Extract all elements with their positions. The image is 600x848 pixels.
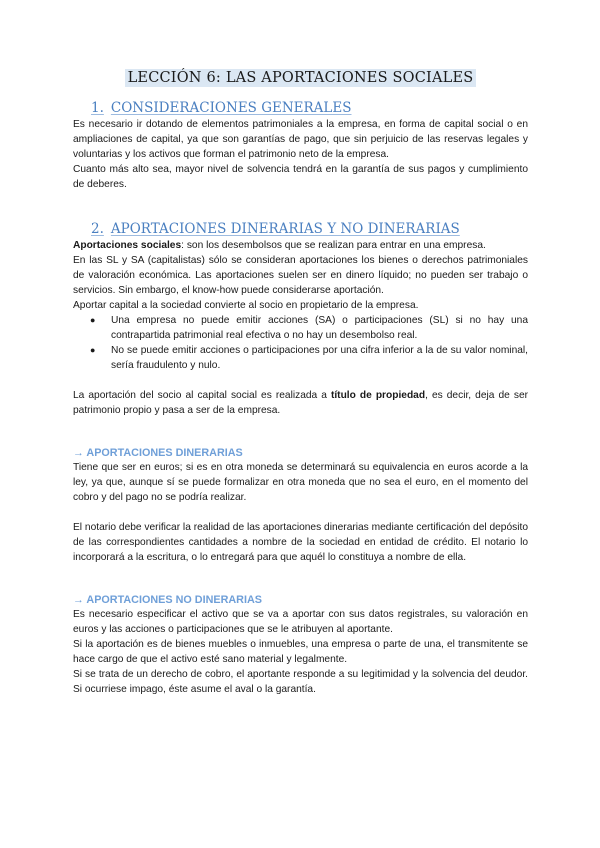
definition-text: : son los desembolsos que se realizan para entrar en una empresa. — [181, 240, 486, 251]
section-2-paragraph-2: Aportar capital a la sociedad convierte al socio en propietario de la empresa. — [73, 300, 419, 311]
section-2-paragraph-1: En las SL y SA (capitalistas) sólo se consideran aportaciones los bienes o derechos patrimoniales de valoración económica. Las aportaciones suelen ser en dinero líquido; no pueden ser trabajo o servicios. Sin embargo, el know-how puede considerarse aportación. — [73, 255, 528, 296]
no-dinerarias-paragraph-3: Si se trata de un derecho de cobro, el aportante responde a su legitimidad y la solvencia del deudor. Si ocurriese impago, éste asume el aval o la garantía. — [73, 669, 528, 695]
dinerarias-paragraph-1: Tiene que ser en euros; si es en otra moneda se determinará su equivalencia en euros acorde a la ley, ya que, aunque sí se puede formalizar en otra moneda que no sea el euro, en el momento del cobro y del pago no se podría realizar. — [73, 462, 528, 503]
section-1-heading — [91, 100, 528, 116]
no-dinerarias-paragraph-2: Si la aportación es de bienes muebles o inmuebles, una empresa o parte de una, el transmitente se hace cargo de que el activo esté sano material y legalmente. — [73, 639, 528, 665]
dinerarias-heading: → APORTACIONES DINERARIAS — [73, 447, 243, 459]
list-item-text: No se puede emitir acciones o participaciones por una cifra inferior a la de su valor nominal, sería fraudulento y nulo. — [111, 345, 528, 371]
list-item — [90, 313, 528, 343]
p3-before: La aportación del socio al capital social es realizada a — [73, 390, 331, 401]
document-body — [73, 70, 528, 697]
section-1-paragraph-2: Cuanto más alto sea, mayor nivel de solvencia tendrá en la garantía de sus pagos y cumplimiento de deberes. — [73, 164, 528, 190]
bullet-list — [73, 313, 528, 373]
list-item-text: Una empresa no puede emitir acciones (SA) o participaciones (SL) si no hay una contrapartida patrimonial real efectiva o no hay un desembolso real. — [111, 315, 528, 341]
section-2-paragraph-3 — [73, 388, 528, 418]
dinerarias-paragraph-2: El notario debe verificar la realidad de las aportaciones dinerarias mediante certificación del depósito de las correspondientes cantidades a nombre de la sociedad en entidad de crédito. El notario lo incorporará a la escritura, o lo entregará para que aquél lo constituya a nombre de ella. — [73, 522, 528, 563]
section-1-title: CONSIDERACIONES GENERALES — [110, 100, 352, 116]
no-dinerarias-paragraph-1: Es necesario especificar el activo que se va a aportar con sus datos registrales, su valoración en euros y las acciones o participaciones que se le atribuyen al aportante. — [73, 609, 528, 635]
no-dinerarias-heading: → APORTACIONES NO DINERARIAS — [73, 594, 262, 606]
bullet-icon: ● — [90, 345, 96, 355]
section-1-number: 1. — [91, 100, 104, 116]
bullet-icon: ● — [90, 315, 96, 325]
definition-paragraph — [73, 238, 528, 253]
page-title — [73, 70, 528, 86]
section-2-heading — [91, 221, 528, 237]
page-title-text: LECCIÓN 6: LAS APORTACIONES SOCIALES — [125, 69, 477, 87]
section-2-title: APORTACIONES DINERARIAS Y NO DINERARIAS — [110, 221, 460, 237]
section-1-paragraph-1: Es necesario ir dotando de elementos patrimoniales a la empresa, en forma de capital social o en ampliaciones de capital, ya que son garantías de pago, que sin perjuicio de las reservas legales y voluntarias y los activos que forman el patrimonio neto de la empresa. — [73, 119, 528, 160]
definition-term: Aportaciones sociales — [73, 240, 182, 251]
list-item — [90, 343, 528, 373]
section-2-number: 2. — [91, 221, 104, 237]
p3-after: , es decir, deja de ser patrimonio propio y pasa a ser de la empresa. — [73, 390, 528, 416]
p3-bold: título de propiedad — [330, 390, 426, 401]
